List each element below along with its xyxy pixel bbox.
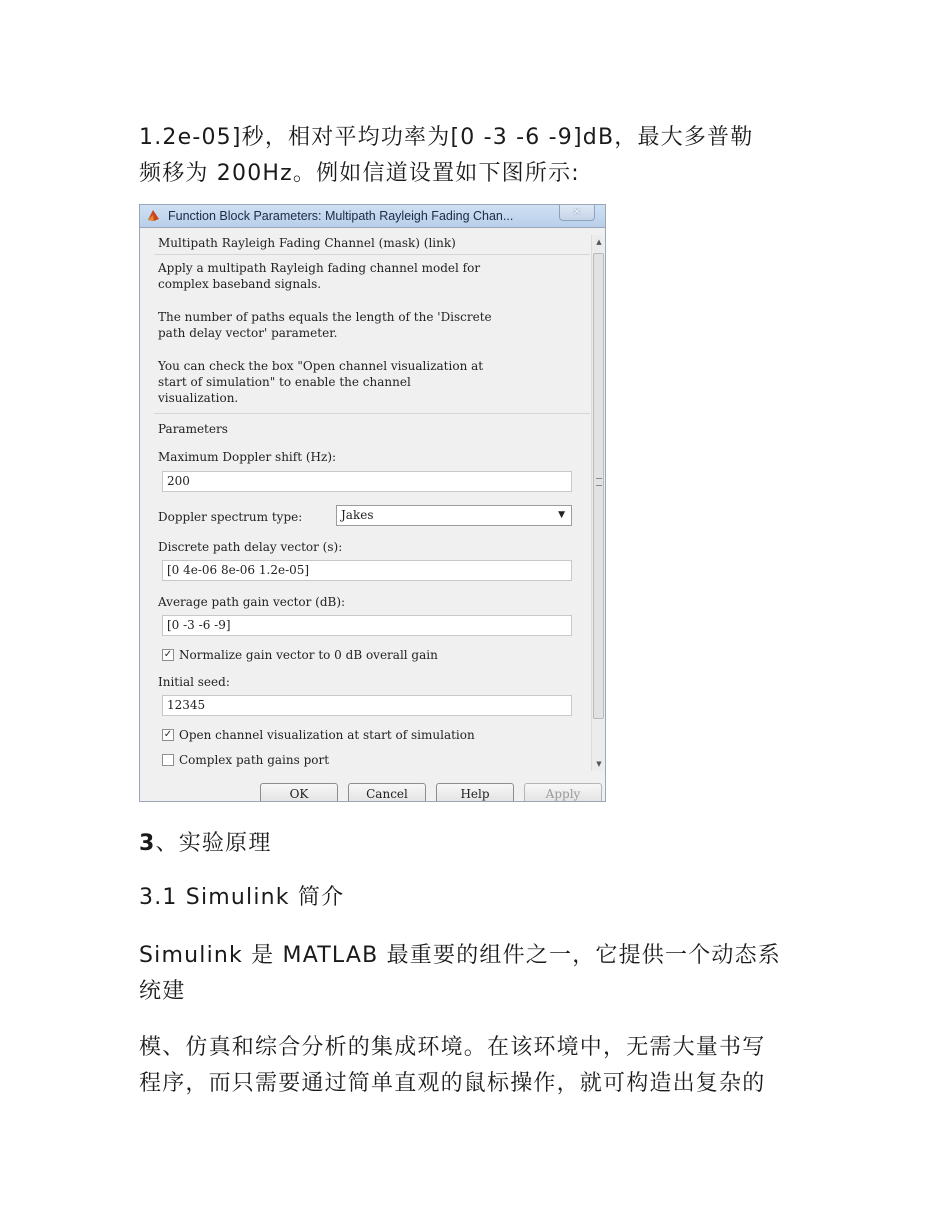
scroll-up-icon[interactable]: ▲ — [596, 238, 602, 246]
ok-button[interactable]: OK — [260, 783, 338, 802]
subsection-heading — [139, 882, 819, 914]
text-line: 程序，而只需要通过简单直观的鼠标操作，就可构造出复杂的 — [139, 1071, 766, 1096]
spectrum-type-label: Doppler spectrum type: — [158, 510, 303, 524]
normalize-checkbox[interactable] — [162, 649, 174, 661]
text-line: 统建 — [139, 979, 186, 1004]
visualization-label: Open channel visualization at start of simulation — [179, 728, 475, 742]
text-line: Simulink 是 MATLAB 最重要的组件之一，它提供一个动态系 — [139, 943, 782, 968]
scrollbar-thumb[interactable] — [593, 253, 604, 719]
description-line: visualization. — [158, 391, 239, 405]
section-title: 、实验原理 — [155, 831, 272, 856]
initial-seed-label: Initial seed: — [158, 675, 230, 689]
block-parameters-dialog — [139, 204, 606, 802]
doppler-shift-label: Maximum Doppler shift (Hz): — [158, 450, 337, 464]
dialog-titlebar — [140, 205, 605, 228]
path-delay-input[interactable]: [0 4e-06 8e-06 1.2e-05] — [162, 560, 572, 581]
subsection-title: 3.1 Simulink 简介 — [139, 885, 345, 910]
section-number: 3 — [139, 831, 156, 856]
doppler-shift-input[interactable]: 200 — [162, 471, 572, 492]
paragraph-simulink — [139, 938, 819, 1010]
text-line: 频移为 200Hz。例如信道设置如下图所示: — [139, 161, 580, 186]
spectrum-type-value: Jakes — [341, 508, 374, 522]
description-line: The number of paths equals the length of the 'Discrete — [158, 310, 492, 324]
path-gain-label: Average path gain vector (dB): — [158, 595, 346, 609]
grip-icon — [596, 478, 602, 486]
check-icon: ✓ — [163, 729, 173, 740]
mask-header: Multipath Rayleigh Fading Channel (mask) (link) — [158, 236, 456, 250]
path-delay-label: Discrete path delay vector (s): — [158, 540, 343, 554]
check-icon: ✓ — [163, 649, 173, 660]
chevron-down-icon: ▼ — [558, 510, 565, 520]
description-line: You can check the box "Open channel visualization at — [158, 359, 484, 373]
divider — [154, 413, 590, 414]
description-line: Apply a multipath Rayleigh fading channel model for — [158, 261, 481, 275]
matlab-app-icon — [147, 209, 160, 222]
paragraph-intro — [139, 120, 819, 192]
close-button[interactable] — [559, 205, 595, 221]
description-line: complex baseband signals. — [158, 277, 322, 291]
cancel-button[interactable]: Cancel — [348, 783, 426, 802]
dialog-content — [150, 235, 590, 771]
path-gain-input[interactable]: [0 -3 -6 -9] — [162, 615, 572, 636]
text-line: 1.2e-05]秒，相对平均功率为[0 -3 -6 -9]dB，最大多普勒 — [139, 125, 754, 150]
apply-button[interactable]: Apply — [524, 783, 602, 802]
dialog-title: Function Block Parameters: Multipath Rayleigh Fading Chan... — [168, 209, 514, 223]
description-line: path delay vector' parameter. — [158, 326, 338, 340]
description-line: start of simulation" to enable the channel — [158, 375, 411, 389]
divider — [154, 254, 590, 255]
paragraph-environment — [139, 1030, 819, 1102]
complex-gains-label: Complex path gains port — [179, 753, 330, 767]
spectrum-type-select[interactable] — [336, 505, 572, 526]
section-heading — [139, 828, 819, 860]
text-line: 模、仿真和综合分析的集成环境。在该环境中，无需大量书写 — [139, 1035, 766, 1060]
normalize-label: Normalize gain vector to 0 dB overall gain — [179, 648, 438, 662]
help-button[interactable]: Help — [436, 783, 514, 802]
vertical-scrollbar[interactable] — [591, 235, 606, 771]
initial-seed-input[interactable]: 12345 — [162, 695, 572, 716]
complex-gains-checkbox[interactable] — [162, 754, 174, 766]
scroll-down-icon[interactable]: ▼ — [596, 760, 602, 768]
parameters-label: Parameters — [158, 422, 228, 436]
close-icon: × — [573, 206, 581, 218]
visualization-checkbox[interactable] — [162, 729, 174, 741]
